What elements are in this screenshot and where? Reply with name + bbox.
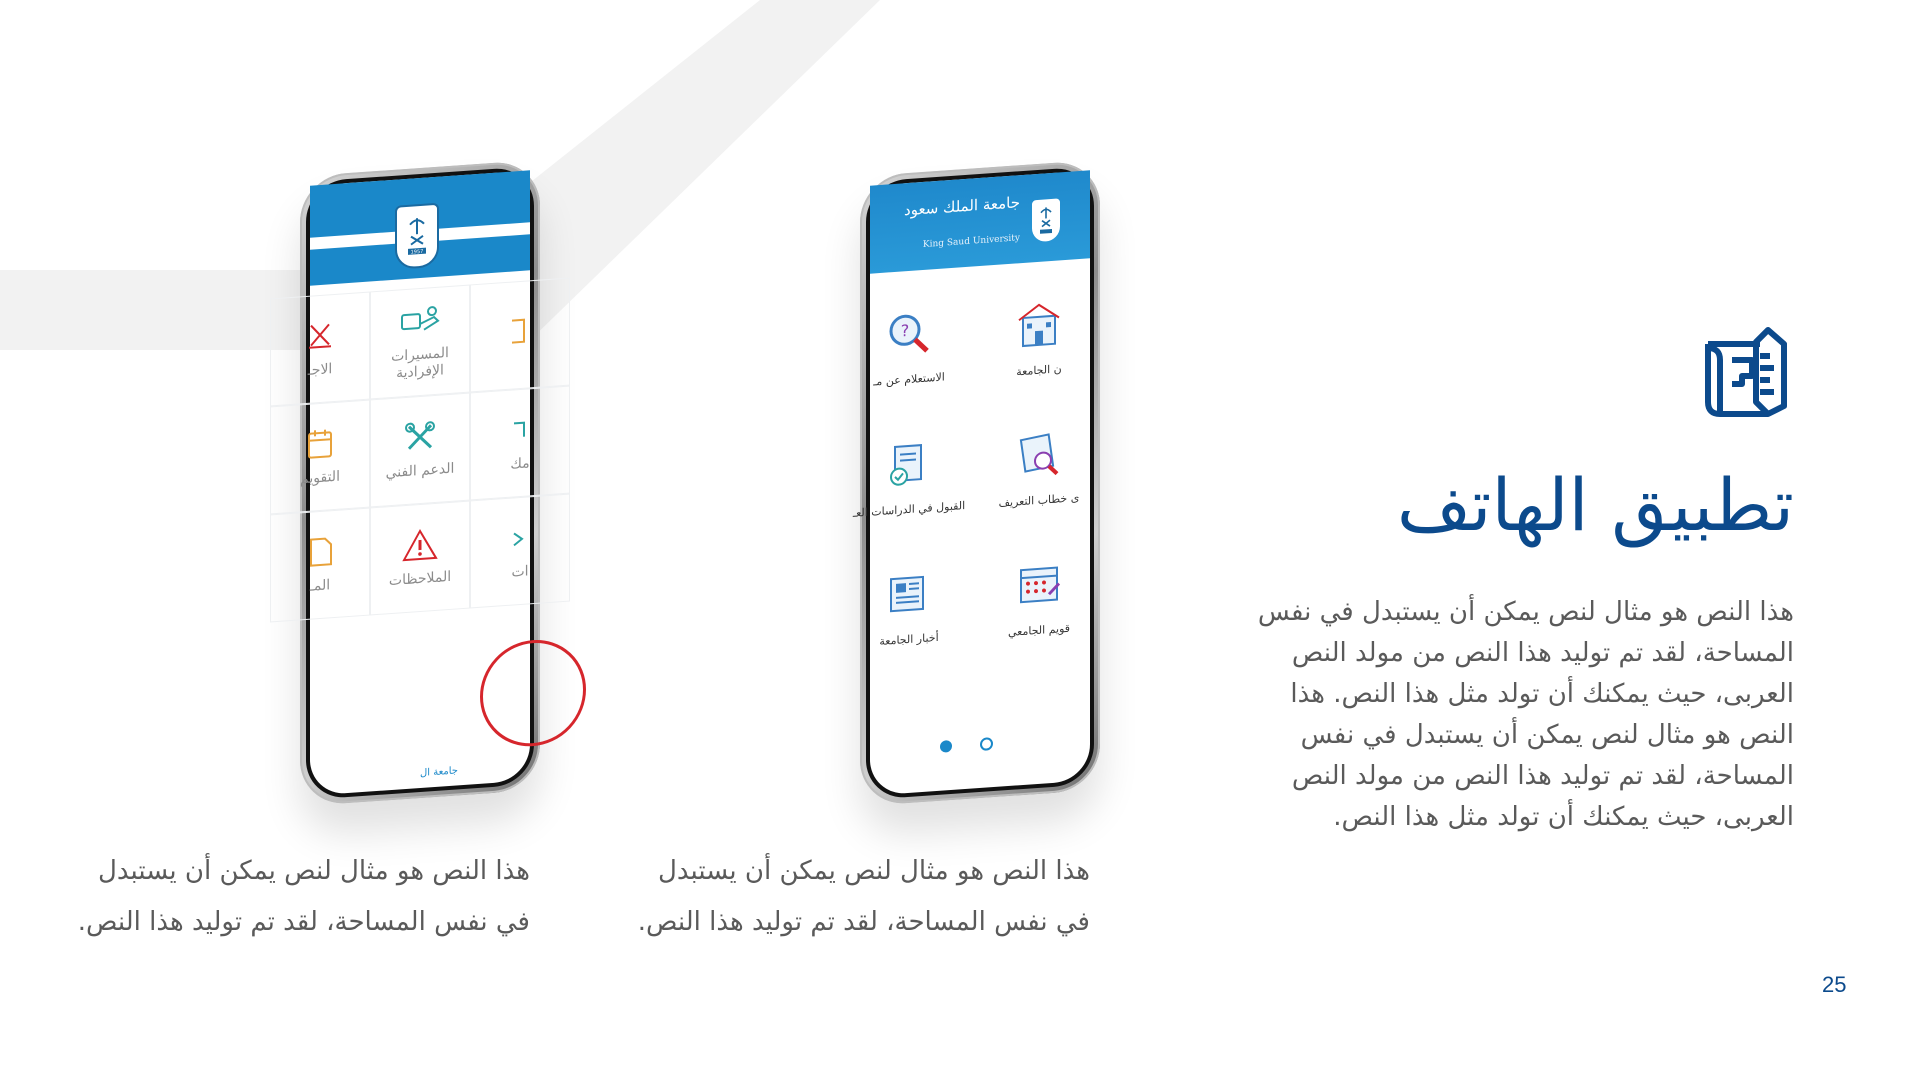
phone-caption: هذا النص هو مثال لنص يمكن أن يستبدل في نفس المساحة، لقد تم توليد هذا النص. [77, 856, 530, 937]
menu-tile[interactable] [844, 408, 974, 547]
tools-icon [400, 418, 440, 457]
pager-dot[interactable] [980, 737, 993, 751]
calendar-grid-icon [1014, 559, 1064, 612]
floating-action-circle[interactable] [480, 636, 586, 749]
menu-tile[interactable] [974, 529, 1104, 668]
menu-tile-label: ى خطاب التعريف [998, 491, 1080, 511]
app-menu-grid [844, 269, 1104, 677]
pager-dots [940, 737, 993, 754]
phone-mockup-1 [300, 160, 540, 807]
menu-tile-label: مك [510, 455, 530, 473]
menu-tile-label: ات [511, 563, 529, 581]
menu-tile[interactable] [844, 278, 974, 417]
university-logo [395, 203, 439, 270]
phone-screen [852, 170, 1090, 795]
app-menu-grid [270, 278, 570, 623]
menu-tile-label: الاجـ [307, 361, 333, 380]
phone-footer-text: جامعة ال [420, 765, 458, 779]
calendar-icon [300, 425, 340, 464]
menu-tile-label: ن الجامعة [1016, 362, 1062, 379]
menu-tile-label: القبول في الدراسات العـ [852, 499, 966, 521]
document-icon [300, 533, 340, 572]
payment-hand-icon [400, 301, 440, 340]
menu-tile-label: الدعم الفني [385, 460, 455, 482]
menu-tile-label: الملاحظات [388, 569, 452, 590]
menu-tile[interactable] [844, 538, 974, 677]
admission-icon [884, 438, 934, 491]
blueprint-ruler-icon [1690, 320, 1800, 430]
menu-tile-label: التقويم [300, 468, 340, 488]
university-logo [1032, 198, 1060, 242]
menu-tile[interactable] [370, 393, 470, 508]
university-name-ar: جامعة الملك سعود [904, 193, 1020, 220]
menu-tile[interactable] [470, 278, 570, 393]
partial-icon [500, 312, 540, 351]
menu-tile[interactable] [470, 494, 570, 609]
menu-tile[interactable] [974, 399, 1104, 538]
university-building-icon [1014, 299, 1064, 352]
university-name-en: King Saud University [922, 233, 1020, 250]
page-number: 25 [1822, 972, 1847, 997]
partial-icon [500, 411, 540, 450]
phone-caption: هذا النص هو مثال لنص يمكن أن يستبدل في نفس المساحة، لقد تم توليد هذا النص. [637, 856, 1090, 937]
certificate-search-icon [1014, 429, 1064, 482]
menu-tile[interactable] [270, 291, 370, 406]
menu-tile[interactable] [270, 399, 370, 514]
phone-screen [300, 170, 530, 795]
slide-body-text: هذا النص هو مثال لنص يمكن أن يستبدل في نفس المساحة، لقد تم توليد هذا النص من مولد النص العربى، حيث يمكنك أن تولد مثل هذا النص. هذا النص هو مثال لنص يمكن أن يستبدل في نفس المساحة، لقد تم توليد هذا النص من مولد النص العربى، حيث يمكنك أن تولد مثل هذا النص. [1257, 597, 1794, 832]
menu-tile-label: الاستعلام عن مـ [873, 370, 945, 389]
menu-tile[interactable] [370, 285, 470, 400]
chair-icon [300, 317, 340, 356]
magnifier-question-icon [884, 308, 934, 361]
menu-tile-label: المسيرات الإفرادية [391, 344, 449, 382]
logo-year: 1957 [410, 248, 424, 256]
slide-title: تطبيق الهاتف [1396, 463, 1794, 547]
newspaper-icon [884, 568, 934, 621]
menu-tile[interactable] [470, 386, 570, 501]
phone-mockup-2 [852, 160, 1100, 807]
pager-dot-active[interactable] [940, 740, 952, 753]
menu-tile-label: أخبار الجامعة [879, 631, 939, 649]
svg-text:?: ? [900, 321, 910, 341]
partial-icon [500, 519, 540, 558]
warning-icon [400, 526, 440, 565]
menu-tile[interactable] [974, 269, 1104, 408]
menu-tile-label: قويم الجامعي [1007, 622, 1071, 640]
menu-tile[interactable] [370, 501, 470, 616]
menu-tile[interactable] [270, 507, 370, 622]
menu-tile-label: المـ [309, 577, 331, 595]
